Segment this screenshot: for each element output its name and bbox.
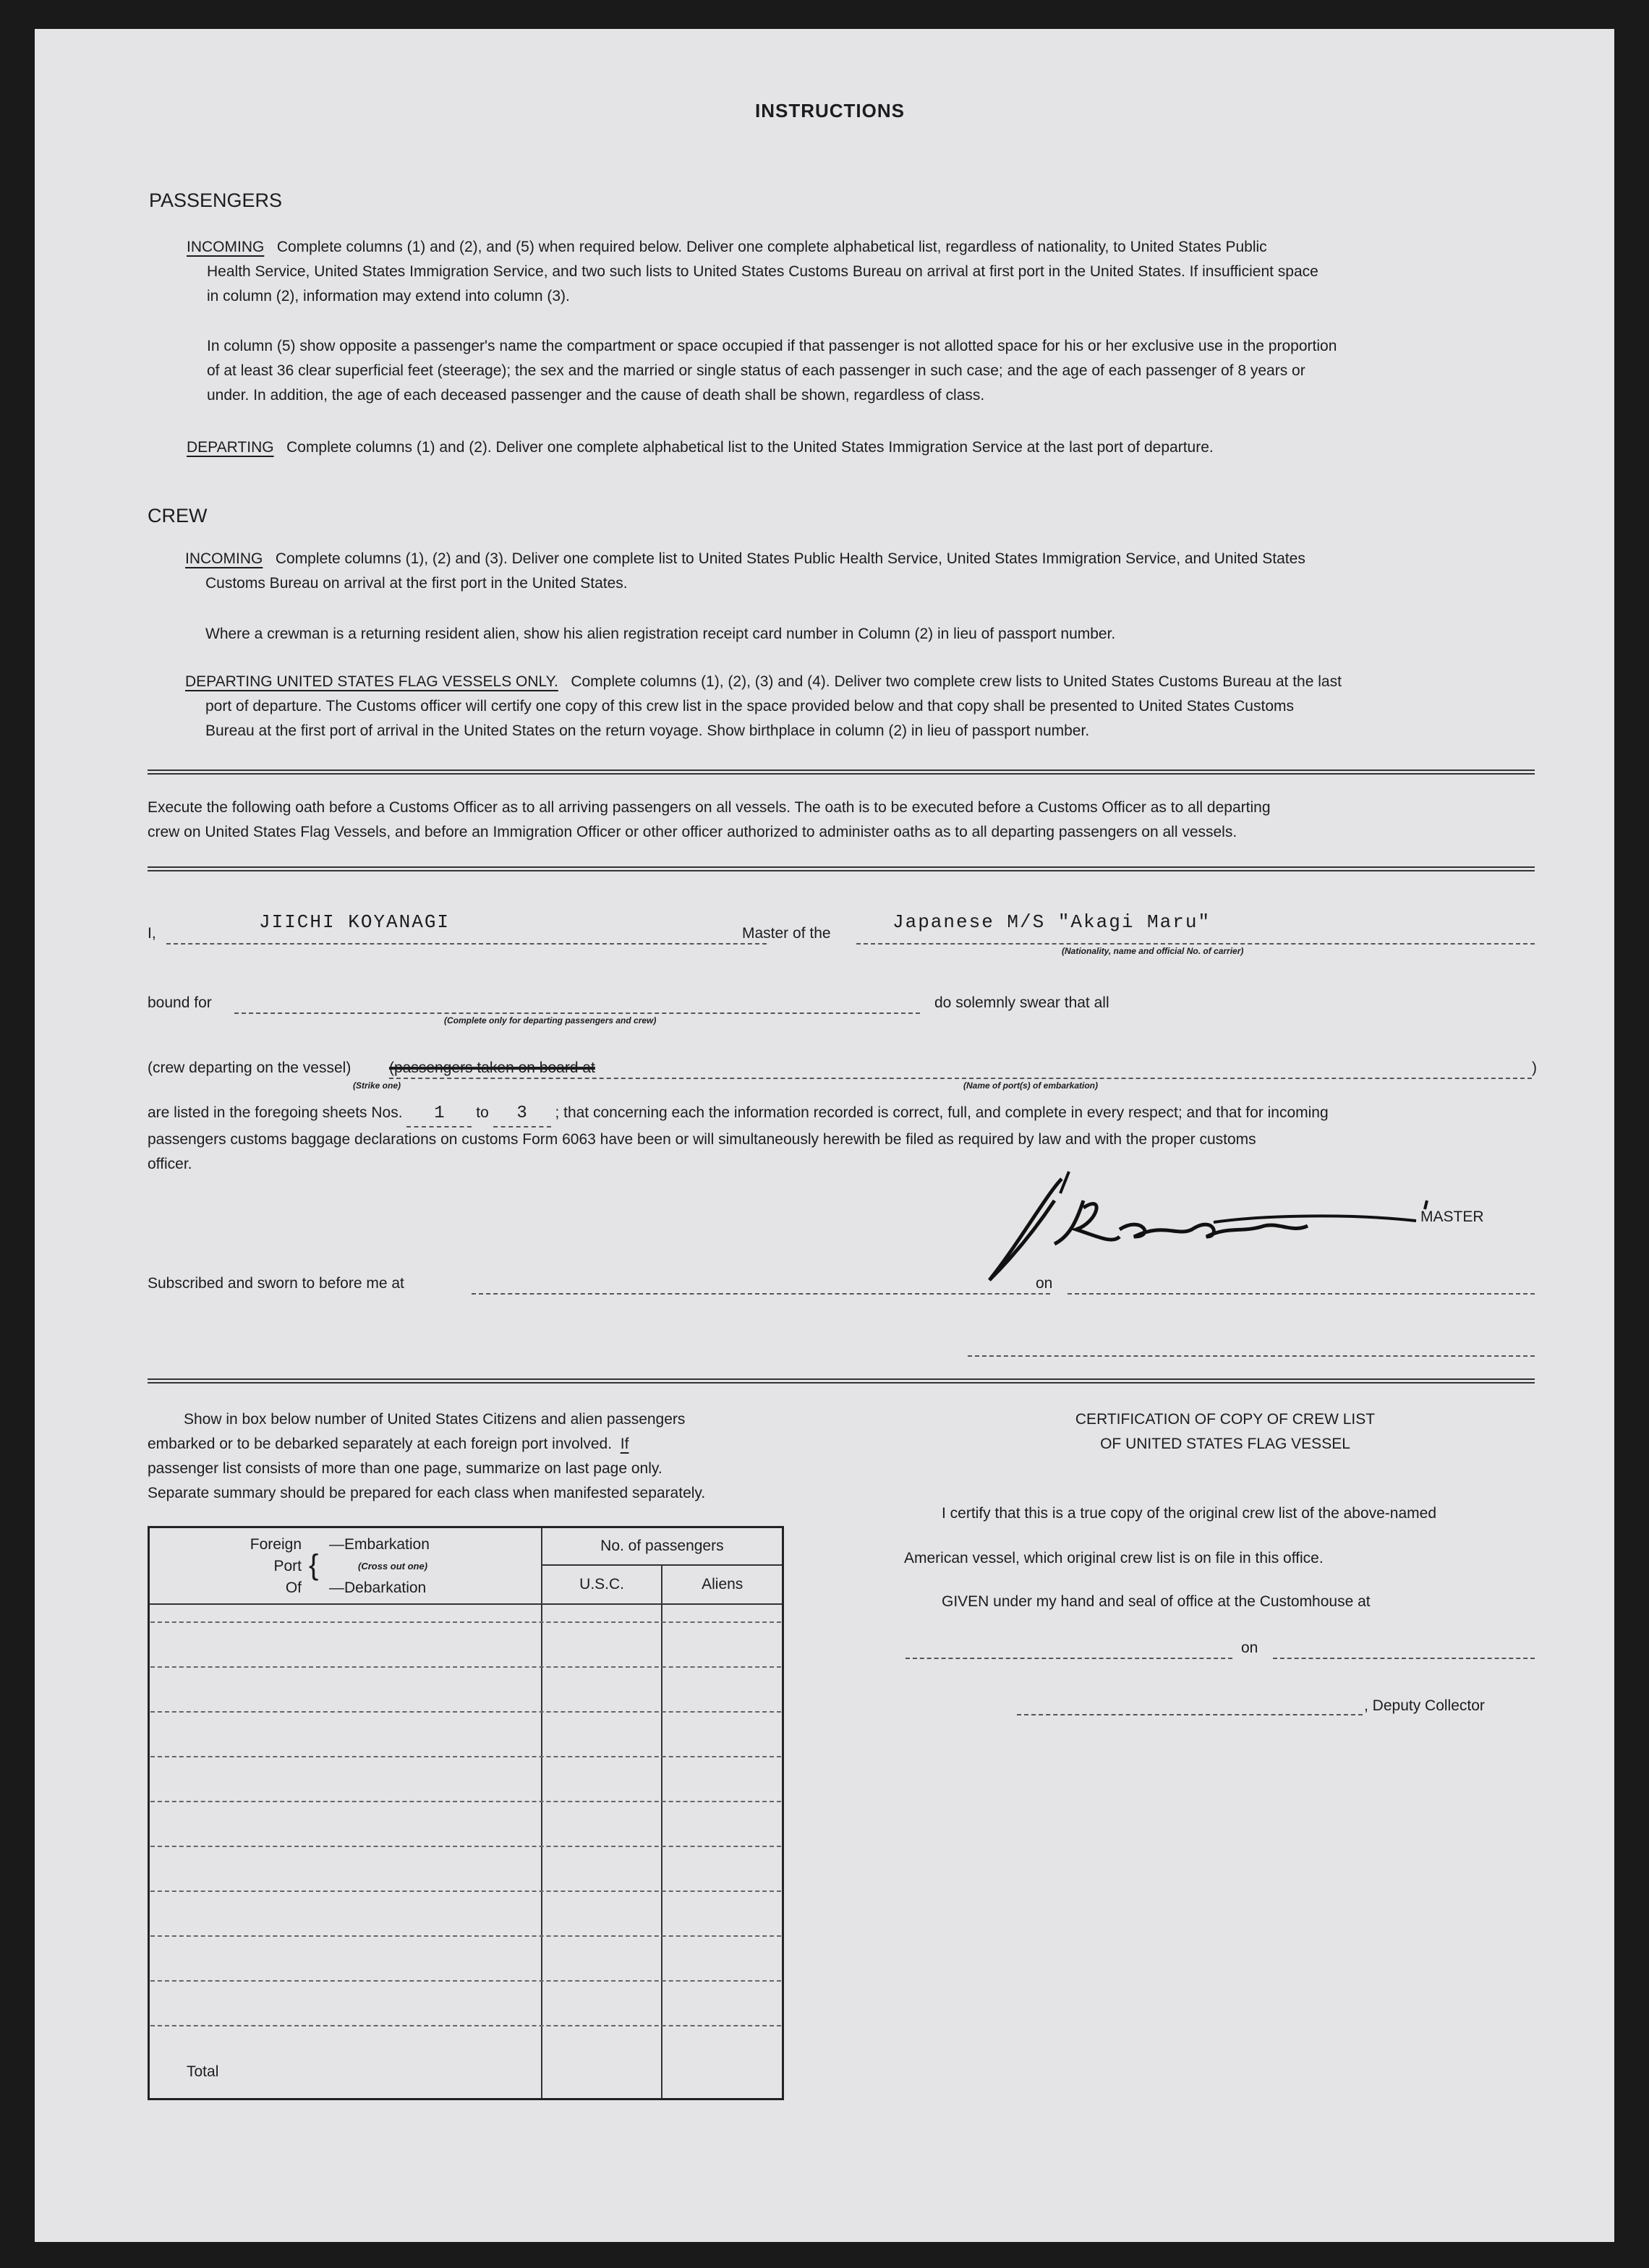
embarkation-option[interactable]: —Embarkation xyxy=(329,1536,430,1553)
of-label: Of xyxy=(285,1580,302,1596)
crew-incoming-line2: Customs Bureau on arrival at the first port in the United States. xyxy=(205,575,628,592)
section-divider xyxy=(148,770,1535,775)
certification-given: GIVEN under my hand and seal of office at the Customhouse at xyxy=(942,1593,1371,1610)
listed-line3: officer. xyxy=(148,1156,192,1172)
total-label: Total xyxy=(187,2063,219,2080)
port-label: Port xyxy=(273,1558,302,1574)
crew-heading: CREW xyxy=(148,505,208,526)
cross-out-caption: (Cross out one) xyxy=(358,1561,428,1572)
vessel-value: Japanese M/S "Akagi Maru" xyxy=(892,911,1211,933)
summary-line1: Show in box below number of United States Citizens and alien passengers xyxy=(184,1411,686,1428)
deputy-collector-label: , Deputy Collector xyxy=(1364,1697,1485,1714)
page-title: INSTRUCTIONS xyxy=(755,100,905,122)
certification-line2: American vessel, which original crew list is on file in this office. xyxy=(904,1550,1324,1566)
master-label: MASTER xyxy=(1420,1208,1484,1225)
aliens-label: Aliens xyxy=(702,1576,743,1593)
to-label: to xyxy=(476,1104,489,1121)
summary-row-line xyxy=(150,1666,781,1668)
summary-row-line xyxy=(150,1846,781,1847)
oath-intro xyxy=(148,796,1543,845)
form-sheet xyxy=(35,29,1614,2242)
passengers-incoming-line3: in column (2), information may extend into column (3). xyxy=(207,288,570,304)
subscribed-date-line[interactable] xyxy=(1068,1293,1535,1295)
certification-title xyxy=(1015,1407,1435,1457)
officer-signature-line[interactable] xyxy=(968,1355,1535,1357)
bound-for-line[interactable] xyxy=(234,1012,920,1014)
certification-on-label: on xyxy=(1241,1640,1258,1656)
passengers-departing-block xyxy=(187,435,1214,460)
passengers-incoming-line2: Health Service, United States Immigration Service, and two such lists to United States Customs Bureau on arrival at first port in the United States. If insufficient space xyxy=(207,263,1318,280)
crew-departing-block xyxy=(185,670,1552,743)
sheet-from-value[interactable]: 1 xyxy=(406,1101,472,1127)
listed-text-b: ; that concerning each the information recorded is correct, full, and complete in every respect; and that for incoming xyxy=(555,1104,1329,1121)
passengers-column5-block xyxy=(207,334,1552,408)
master-name-line[interactable] xyxy=(166,943,767,945)
vessel-line[interactable] xyxy=(856,943,1535,945)
customhouse-place-line[interactable] xyxy=(906,1658,1232,1659)
certification-date-line[interactable] xyxy=(1273,1658,1535,1659)
passenger-summary-table xyxy=(148,1526,784,2100)
listed-line2: passengers customs baggage declarations on customs Form 6063 have been or will simultaneously herewith be filed as required by law and with the proper customs xyxy=(148,1131,1256,1148)
summary-row-line xyxy=(150,1711,781,1713)
summary-row-line xyxy=(150,1801,781,1802)
oath-i-label: I, xyxy=(148,925,156,942)
summary-row-line xyxy=(150,1980,781,1982)
summary-line2b: If xyxy=(620,1436,629,1452)
sheet-to-value[interactable]: 3 xyxy=(493,1101,551,1127)
crew-departing-line2: port of departure. The Customs officer will certify one copy of this crew list in the space provided below and that copy shall be presented to United States Customs xyxy=(205,698,1294,715)
certification-line1: I certify that this is a true copy of the original crew list of the above-named xyxy=(942,1505,1436,1522)
summary-row-line xyxy=(150,1756,781,1757)
column5-line1: In column (5) show opposite a passenger's name the compartment or space occupied if that passenger is not allotted space for his or her exclusive use in the proportion xyxy=(207,338,1337,354)
certification-title-line1: CERTIFICATION OF COPY OF CREW LIST xyxy=(1075,1411,1376,1428)
ports-line[interactable] xyxy=(389,1078,1532,1079)
subscribed-label: Subscribed and sworn to before me at xyxy=(148,1275,404,1292)
crew-departing-label: DEPARTING UNITED STATES FLAG VESSELS ONLY. xyxy=(185,673,558,690)
bound-for-caption: (Complete only for departing passengers and crew) xyxy=(444,1015,657,1026)
section-divider xyxy=(148,1378,1535,1384)
passengers-incoming-block xyxy=(187,235,1546,309)
bound-for-label: bound for xyxy=(148,994,212,1011)
crew-incoming-line1: Complete columns (1), (2) and (3). Deliver one complete list to United States Public Health Service, United States Immigration Service, and United States xyxy=(275,550,1305,567)
subscribed-on-label: on xyxy=(1036,1275,1053,1292)
passengers-departing-text: Complete columns (1) and (2). Deliver one complete alphabetical list to the United States Immigration Service at the last port of departure. xyxy=(286,439,1214,456)
vessel-caption: (Nationality, name and official No. of carrier) xyxy=(1062,946,1244,956)
column5-line2: of at least 36 clear superficial feet (steerage); the sex and the married or single status of each passenger in such case; and the age of each passenger of 8 years or xyxy=(207,362,1305,379)
column5-line3: under. In addition, the age of each deceased passenger and the cause of death shall be shown, regardless of class. xyxy=(207,387,985,404)
summary-row-line xyxy=(150,1621,781,1623)
certification-text xyxy=(904,1501,1541,1571)
no-passengers-header xyxy=(542,1527,783,1605)
foreign-port-header xyxy=(149,1527,542,1605)
foreign-label: Foreign xyxy=(250,1536,302,1553)
summary-instructions xyxy=(148,1407,784,1506)
listed-text-a: are listed in the foregoing sheets Nos. xyxy=(148,1104,403,1121)
no-passengers-label: No. of passengers xyxy=(542,1528,782,1566)
crew-alien-text: Where a crewman is a returning resident alien, show his alien registration receipt card number in Column (2) in lieu of passport number. xyxy=(205,626,1116,642)
summary-line2a: embarked or to be debarked separately at each foreign port involved. xyxy=(148,1436,613,1452)
subscribed-place-line[interactable] xyxy=(472,1293,1050,1295)
summary-line4: Separate summary should be prepared for each class when manifested separately. xyxy=(148,1485,706,1501)
summary-row-line xyxy=(150,2025,781,2026)
crew-incoming-label: INCOMING xyxy=(185,550,263,567)
crew-departing-label: (crew departing on the vessel) xyxy=(148,1060,351,1076)
passengers-heading: PASSENGERS xyxy=(149,189,283,211)
crew-incoming-block xyxy=(185,547,1552,596)
oath-intro-line1: Execute the following oath before a Customs Officer as to all arriving passengers on all vessels. The oath is to be executed before a Customs Officer as to all departing xyxy=(148,799,1271,816)
master-name-value: JIICHI KOYANAGI xyxy=(259,911,451,933)
strike-caption: (Strike one) xyxy=(353,1080,401,1091)
swear-label: do solemnly swear that all xyxy=(934,994,1109,1011)
passengers-incoming-label: INCOMING xyxy=(187,239,265,255)
ports-caption: (Name of port(s) of embarkation) xyxy=(963,1080,1099,1091)
master-of-label: Master of the xyxy=(742,925,831,942)
oath-intro-line2: crew on United States Flag Vessels, and before an Immigration Officer or other officer authorized to administer oaths as to all departing passengers on all vessels. xyxy=(148,824,1237,840)
section-divider xyxy=(148,866,1535,871)
crew-departing-line1: Complete columns (1), (2), (3) and (4). Deliver two complete crew lists to United States Customs Bureau at the last xyxy=(571,673,1342,690)
close-paren: ) xyxy=(1532,1060,1537,1076)
certification-title-line2: OF UNITED STATES FLAG VESSEL xyxy=(1100,1436,1350,1452)
passengers-departing-label: DEPARTING xyxy=(187,439,274,456)
deputy-signature-line[interactable] xyxy=(1017,1714,1363,1715)
usc-label: U.S.C. xyxy=(542,1566,663,1603)
crew-departing-line3: Bureau at the first port of arrival in the United States on the return voyage. Show birthplace in column (2) in lieu of passport number. xyxy=(205,722,1090,739)
debarkation-option[interactable]: —Debarkation xyxy=(329,1580,427,1596)
brace: { xyxy=(309,1549,319,1581)
summary-row-line xyxy=(150,1890,781,1892)
summary-row-line xyxy=(150,1935,781,1937)
summary-line3: passenger list consists of more than one page, summarize on last page only. xyxy=(148,1460,662,1477)
struck-passengers-text: (passengers taken on board at xyxy=(389,1060,595,1076)
passengers-incoming-line1: Complete columns (1) and (2), and (5) when required below. Deliver one complete alphabetical list, regardless of nationality, to United States Public xyxy=(276,239,1267,255)
